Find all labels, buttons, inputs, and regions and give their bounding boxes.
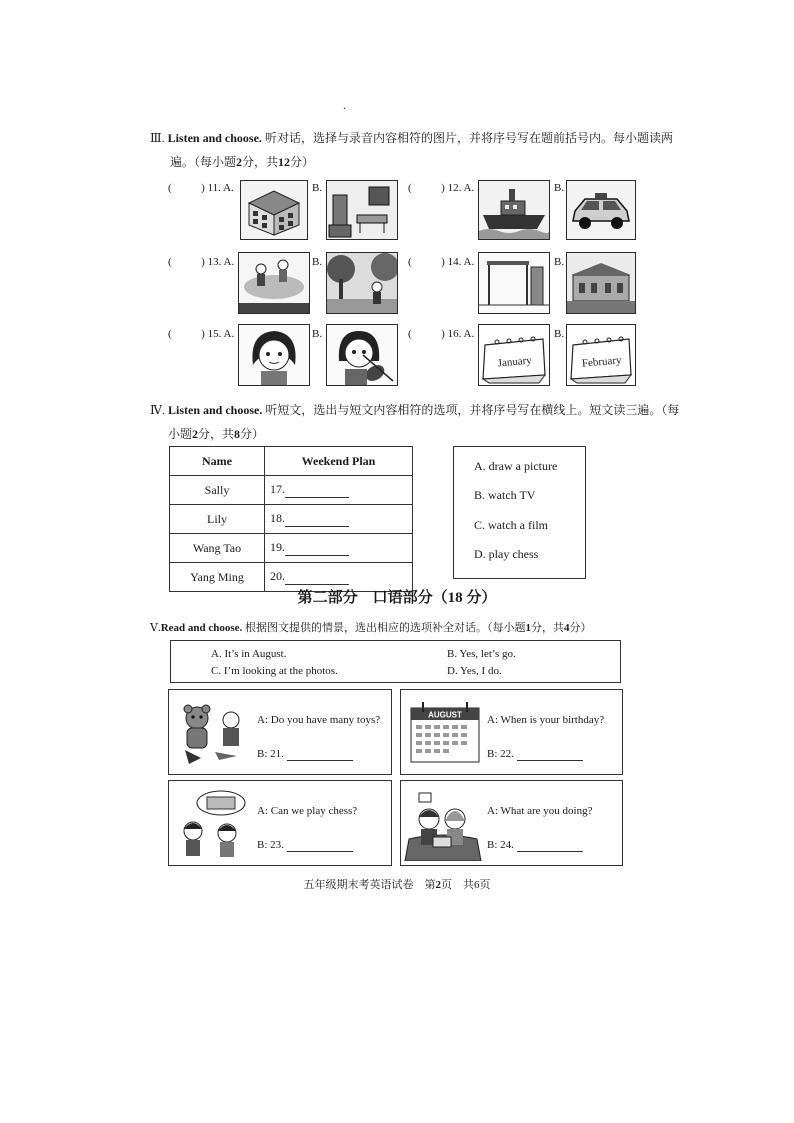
section3-points-each: 2 [236, 155, 243, 169]
table-row [170, 476, 413, 505]
taxi-icon[interactable] [566, 180, 636, 240]
answer-paren-close: ) [201, 256, 205, 268]
option-d: D. play chess [474, 547, 539, 561]
question-14-line [408, 256, 474, 268]
option-a-label: A. [223, 328, 235, 340]
dialog-21-answer: B: 21. [257, 748, 353, 761]
girl-portrait-icon[interactable] [238, 324, 310, 386]
answer-blank[interactable] [285, 540, 349, 556]
cal-feb-text: February [581, 354, 623, 370]
answer-paren-close: ) [441, 328, 445, 340]
option-b-label: B. [312, 182, 323, 194]
section4-roman: Ⅳ. [150, 403, 165, 417]
row-answer-cell: 20. [265, 563, 413, 592]
section4-title-line1 [150, 400, 679, 420]
answer-paren-close: ) [201, 328, 205, 340]
section4-title-line2: 小题2分，共8分） [168, 427, 265, 441]
dialog-23-answer: B: 23. [257, 839, 353, 852]
row-name: Wang Tao [170, 534, 265, 563]
question-15-line [168, 328, 234, 340]
august-calendar-icon [407, 698, 483, 766]
answer-paren-open[interactable]: ( [408, 256, 412, 268]
section3-title-en: Listen and choose. [167, 131, 262, 145]
table-row [170, 505, 413, 534]
option-b-label: B. [554, 256, 565, 268]
answer-blank[interactable] [285, 569, 349, 585]
calendar-february-icon[interactable] [566, 324, 636, 386]
question-number: 13. [207, 256, 222, 268]
dialog-22-question: A: When is your birthday? [487, 714, 605, 726]
option-a: A. It’s in August. [211, 648, 287, 660]
answer-blank[interactable] [287, 839, 353, 852]
building-icon[interactable] [240, 180, 308, 240]
girl-violin-icon[interactable] [326, 324, 398, 386]
section3-instructions: 听对话，选择与录音内容相符的图片，并将序号写在题前括号内。每小题读两 [264, 131, 673, 145]
question-number: 14. [447, 256, 462, 268]
answer-blank[interactable] [285, 482, 349, 498]
cal-jan-text: January [497, 354, 533, 370]
section4-points-each: 2 [192, 427, 199, 441]
kids-photos-icon [403, 787, 483, 861]
dialog-23-box [168, 780, 392, 866]
question-11-line [168, 182, 234, 194]
option-a: A. draw a picture [474, 459, 558, 473]
table-header-row [170, 447, 413, 476]
section4-instructions: 听短文，选出与短文内容相符的选项，并将序号写在横线上。短文读三遍。（每 [265, 403, 680, 417]
section5-roman: Ⅴ. [150, 622, 161, 634]
footer-page-number: 2 [435, 879, 441, 891]
section5-title: Ⅴ.Read and choose. 根据图文提供的情景，选出相应的选项补全对话。（每小题1分，共4分） [150, 622, 592, 634]
row-name: Sally [170, 476, 265, 505]
section4-title-en: Listen and choose. [168, 403, 263, 417]
section3-title-line2: 遍。（每小题2分，共12分） [170, 155, 315, 169]
answer-blank[interactable] [287, 748, 353, 761]
header-weekend-plan: Weekend Plan [265, 447, 413, 476]
option-a-label: A. [223, 256, 235, 268]
dialog-23-question: A: Can we play chess? [257, 805, 358, 817]
section4-points-total: 8 [234, 427, 241, 441]
answer-paren-open[interactable]: ( [408, 328, 412, 340]
dialog-24-box [400, 780, 623, 866]
section3-points-total: 12 [278, 155, 291, 169]
answer-paren-open[interactable]: ( [168, 328, 172, 340]
august-label: AUGUST [428, 710, 462, 720]
question-number: 12. [447, 182, 462, 194]
question-number: 16. [447, 328, 462, 340]
answer-paren-open[interactable]: ( [408, 182, 412, 194]
option-b: B. watch TV [474, 488, 536, 502]
section5-points-each: 1 [525, 622, 532, 634]
weekend-plan-table [169, 446, 413, 592]
playground-kids-icon[interactable] [238, 252, 310, 314]
page-footer: 五年级期末考英语试卷 第2页 共6页 [303, 879, 491, 891]
option-b: B. Yes, let’s go. [447, 648, 516, 660]
header-name: Name [170, 447, 265, 476]
dialog-22-answer: B: 22. [487, 748, 583, 761]
option-d: D. Yes, I do. [447, 665, 502, 677]
section5-title-en: Read and choose. [160, 622, 243, 634]
option-c: C. I’m looking at the photos. [211, 665, 338, 677]
calendar-january-icon[interactable] [478, 324, 550, 386]
station-icon[interactable] [566, 252, 636, 314]
dialog-24-answer: B: 24. [487, 839, 583, 852]
answer-blank[interactable] [285, 511, 349, 527]
answer-paren-open[interactable]: ( [168, 256, 172, 268]
ship-icon[interactable] [478, 180, 550, 240]
option-a-label: A. [463, 182, 475, 194]
option-b-label: B. [554, 328, 565, 340]
row-answer-cell: 19. [265, 534, 413, 563]
option-c: C. watch a film [474, 518, 548, 532]
answer-paren-close: ) [441, 256, 445, 268]
row-answer-cell: 17. [265, 476, 413, 505]
option-a-label: A. [463, 328, 475, 340]
question-16-line [408, 328, 474, 340]
section4-options-box [453, 446, 586, 579]
kids-chess-icon [175, 787, 251, 859]
row-name: Yang Ming [170, 563, 265, 592]
answer-paren-close: ) [441, 182, 445, 194]
dialog-22-box [400, 689, 623, 775]
question-number: 11. [207, 182, 221, 194]
scan-dot: . [343, 98, 346, 112]
question-number: 15. [207, 328, 222, 340]
toys-icon [175, 698, 251, 766]
answer-blank[interactable] [517, 748, 583, 761]
section3-title-line1 [150, 128, 673, 148]
footer-total-pages: 6 [474, 879, 480, 891]
bus-stop-icon[interactable] [478, 252, 550, 314]
question-13-line [168, 256, 234, 268]
answer-paren-close: ) [201, 182, 205, 194]
answer-blank[interactable] [517, 839, 583, 852]
option-a-label: A. [223, 182, 234, 194]
living-room-icon[interactable] [326, 180, 398, 240]
option-b-label: B. [554, 182, 565, 194]
dialog-24-question: A: What are you doing? [487, 805, 593, 817]
question-12-line [408, 182, 474, 194]
row-name: Lily [170, 505, 265, 534]
section5-options-box [170, 640, 621, 683]
part2-heading: 第二部分 口语部分（18 分） [297, 590, 497, 606]
dialog-21-question: A: Do you have many toys? [257, 714, 381, 726]
section3-roman: Ⅲ. [150, 131, 165, 145]
section5-points-total: 4 [564, 622, 570, 634]
option-b-label: B. [312, 256, 323, 268]
table-row [170, 534, 413, 563]
dialog-21-box [168, 689, 392, 775]
option-b-label: B. [312, 328, 323, 340]
girl-in-park-icon[interactable] [326, 252, 398, 314]
row-answer-cell: 18. [265, 505, 413, 534]
option-a-label: A. [463, 256, 475, 268]
answer-paren-open[interactable]: ( [168, 182, 172, 194]
